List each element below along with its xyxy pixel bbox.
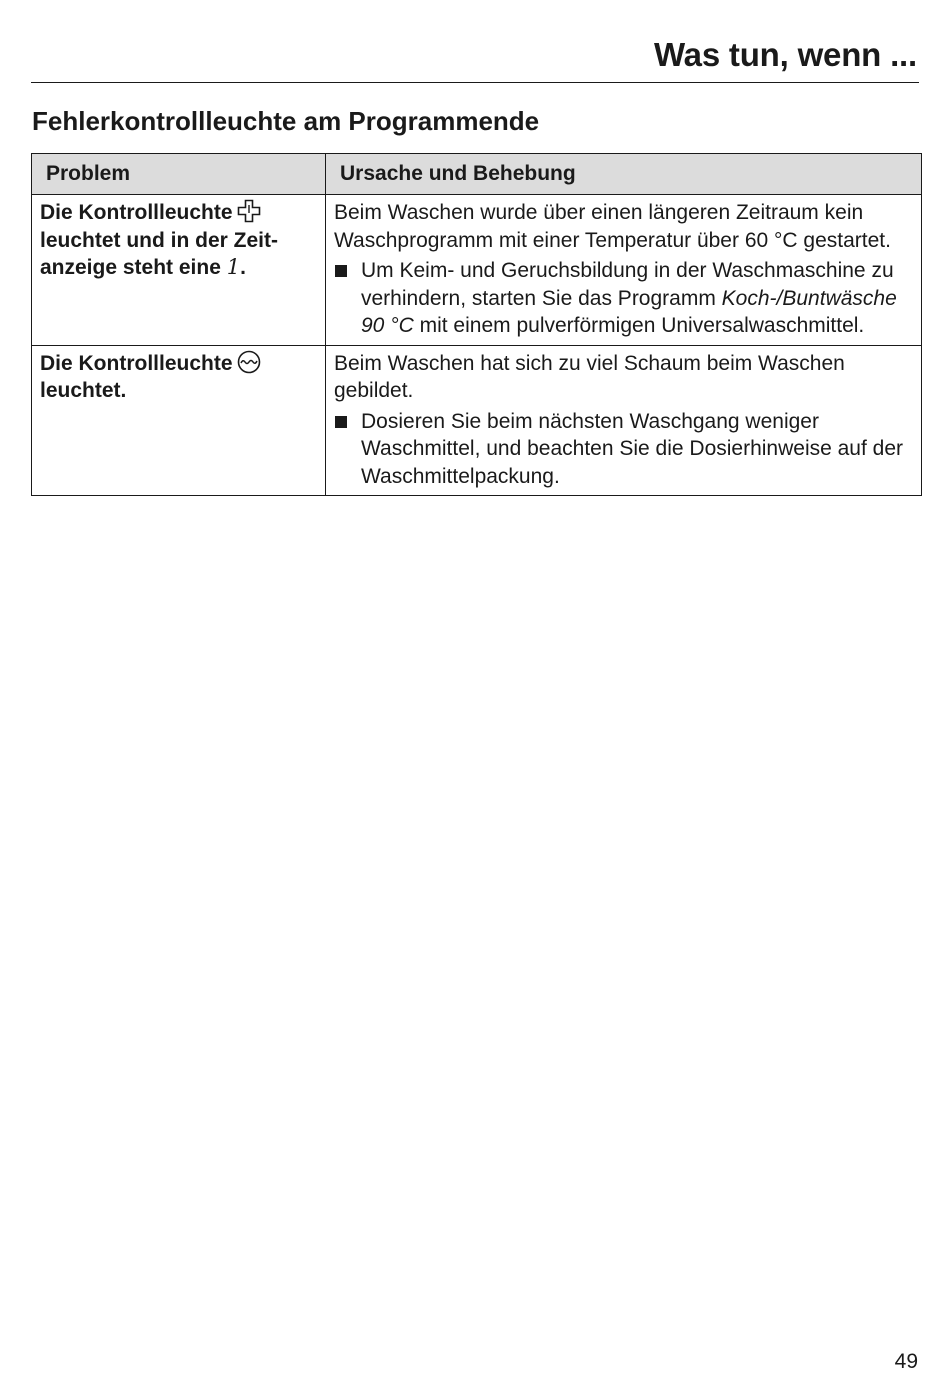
hygiene-cross-icon <box>237 199 261 223</box>
remedy-text: Um Keim- und Geruchsbildung in der Waschmaschine zu verhindern, starten Sie das Programm <box>361 259 894 310</box>
problem-text-end: . <box>240 256 246 279</box>
foam-icon <box>237 350 261 374</box>
bullet-square-icon <box>335 416 347 428</box>
problem-text: Die Kontrollleuchte <box>40 351 233 375</box>
list-item <box>334 257 913 340</box>
problem-cell <box>32 195 326 346</box>
column-header-cause: Ursache und Behebung <box>326 154 922 195</box>
page-number: 49 <box>894 1350 918 1373</box>
problem-cell <box>32 345 326 496</box>
table-row <box>32 345 922 496</box>
problem-text-cont: leuchtet und in der Zeitanzeige steht eine <box>40 228 279 279</box>
remedy-text: Dosieren Sie beim nächsten Waschgang weniger Waschmittel, und beachten Sie die Dosierhinweise auf der Waschmittelpackung. <box>361 409 904 488</box>
display-digit: 1 <box>226 255 241 279</box>
problem-text-cont: leuchtet. <box>40 379 127 402</box>
troubleshooting-table <box>31 153 922 496</box>
problem-text: Die Kontrollleuchte <box>40 201 233 224</box>
remedy-list <box>334 257 913 340</box>
cause-text: Beim Waschen wurde über einen längeren Zeitraum kein Waschprogramm mit einer Temperatur über 60 °C gestartet. <box>334 201 891 252</box>
page-title: Was tun, wenn ... <box>653 36 917 73</box>
program-name: Koch-/Buntwäsche 90 °C <box>361 286 897 337</box>
section-title: Fehlerkontrollleuchte am Programmende <box>32 106 540 136</box>
cause-text: Beim Waschen hat sich zu viel Schaum beim Waschen gebildet. <box>334 351 845 402</box>
list-item <box>334 408 913 491</box>
table-row <box>32 195 922 346</box>
bullet-square-icon <box>335 265 347 277</box>
column-header-problem: Problem <box>32 154 326 195</box>
table-header-row <box>32 154 922 195</box>
remedy-text-end: mit einem pulverförmigen Universalwaschmittel. <box>419 314 865 337</box>
remedy-list <box>334 408 913 491</box>
page-header <box>31 30 919 83</box>
cause-cell <box>326 195 922 346</box>
cause-cell <box>326 345 922 496</box>
